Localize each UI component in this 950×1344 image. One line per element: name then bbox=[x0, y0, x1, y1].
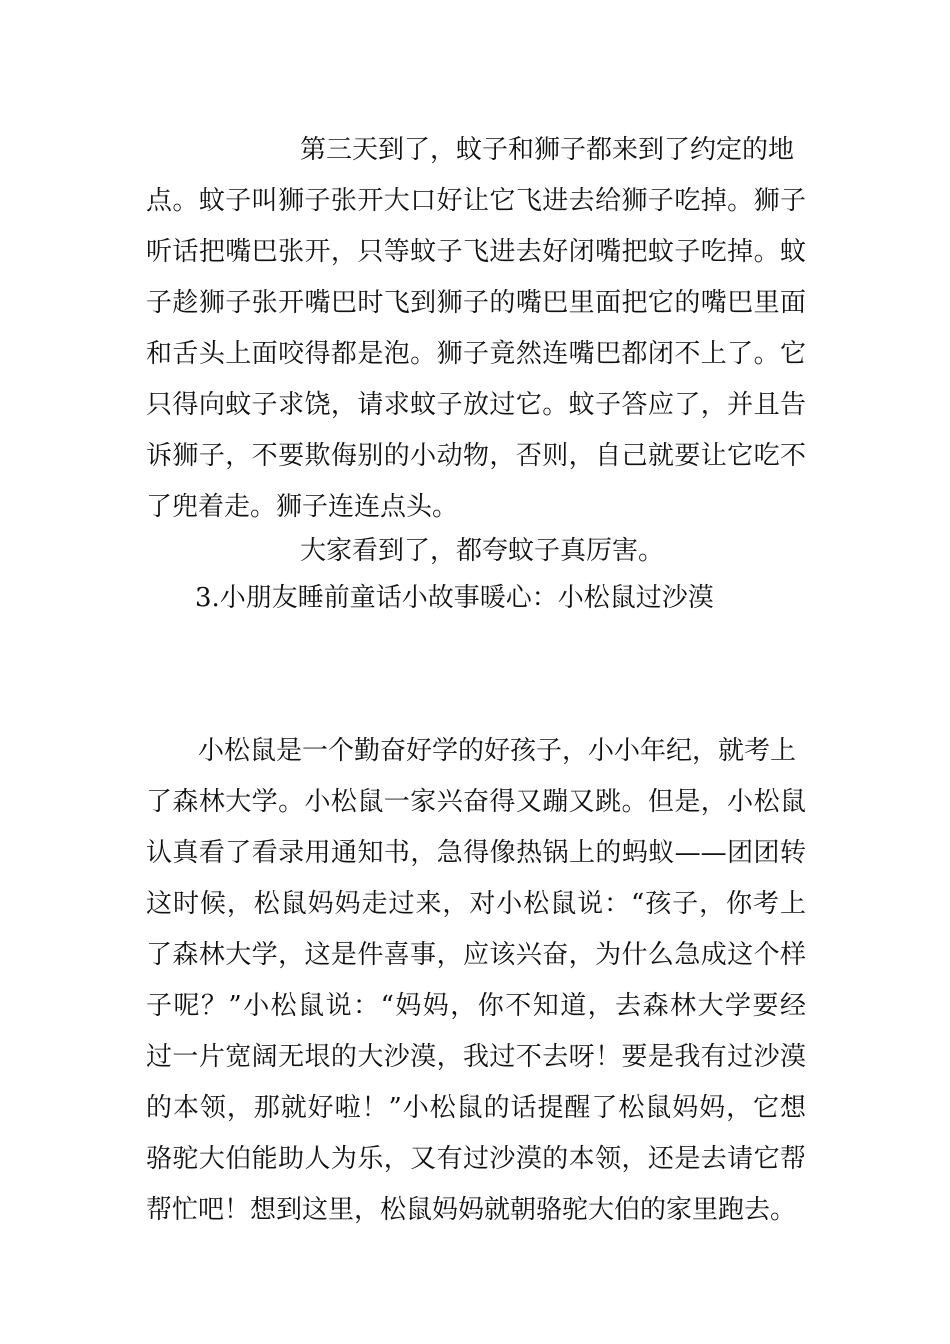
paragraph-1-line-2: 点。蚊子叫狮子张开大口好让它飞进去给狮子吃掉。狮子 bbox=[146, 186, 806, 216]
paragraph-3-line-8: 的本领，那就好啦！”小松鼠的话提醒了松鼠妈妈，它想 bbox=[146, 1093, 806, 1123]
paragraph-3-line-5: 了森林大学，这是件喜事，应该兴奋，为什么急成这个样 bbox=[146, 940, 806, 970]
paragraph-3-line-3: 认真看了看录用通知书，急得像热锅上的蚂蚁——团团转 bbox=[146, 838, 806, 868]
paragraph-1-line-1: 第三天到了，蚊子和狮子都来到了约定的地 bbox=[300, 135, 795, 165]
paragraph-3-line-6: 子呢？”小松鼠说：“妈妈，你不知道，去森林大学要经 bbox=[146, 991, 806, 1021]
section-heading: 3.小朋友睡前童话小故事暖心：小松鼠过沙漠 bbox=[195, 583, 714, 613]
paragraph-1-line-4: 子趁狮子张开嘴巴时飞到狮子的嘴巴里面把它的嘴巴里面 bbox=[146, 288, 806, 318]
paragraph-1-line-7: 诉狮子，不要欺侮别的小动物，否则，自己就要让它吃不 bbox=[146, 441, 806, 471]
paragraph-3-line-10: 帮忙吧！想到这里，松鼠妈妈就朝骆驼大伯的家里跑去。 bbox=[146, 1195, 797, 1225]
paragraph-3-line-1: 小松鼠是一个勤奋好学的好孩子，小小年纪，就考上 bbox=[198, 736, 797, 766]
paragraph-3-line-7: 过一片宽阔无垠的大沙漠，我过不去呀！要是我有过沙漠 bbox=[146, 1042, 806, 1072]
paragraph-1-line-3: 听话把嘴巴张开，只等蚊子飞进去好闭嘴把蚊子吃掉。蚊 bbox=[146, 237, 806, 267]
paragraph-1-line-8: 了兜着走。狮子连连点头。 bbox=[146, 492, 459, 522]
paragraph-1-line-6: 只得向蚊子求饶，请求蚊子放过它。蚊子答应了，并且告 bbox=[146, 390, 806, 420]
paragraph-1-line-5: 和舌头上面咬得都是泡。狮子竟然连嘴巴都闭不上了。它 bbox=[146, 339, 806, 369]
paragraph-3-line-2: 了森林大学。小松鼠一家兴奋得又蹦又跳。但是，小松鼠 bbox=[146, 787, 806, 817]
paragraph-2: 大家看到了，都夸蚊子真厉害。 bbox=[300, 536, 665, 566]
paragraph-3-line-9: 骆驼大伯能助人为乐，又有过沙漠的本领，还是去请它帮 bbox=[146, 1144, 806, 1174]
paragraph-3-line-4: 这时候，松鼠妈妈走过来，对小松鼠说：“孩子，你考上 bbox=[146, 889, 806, 919]
